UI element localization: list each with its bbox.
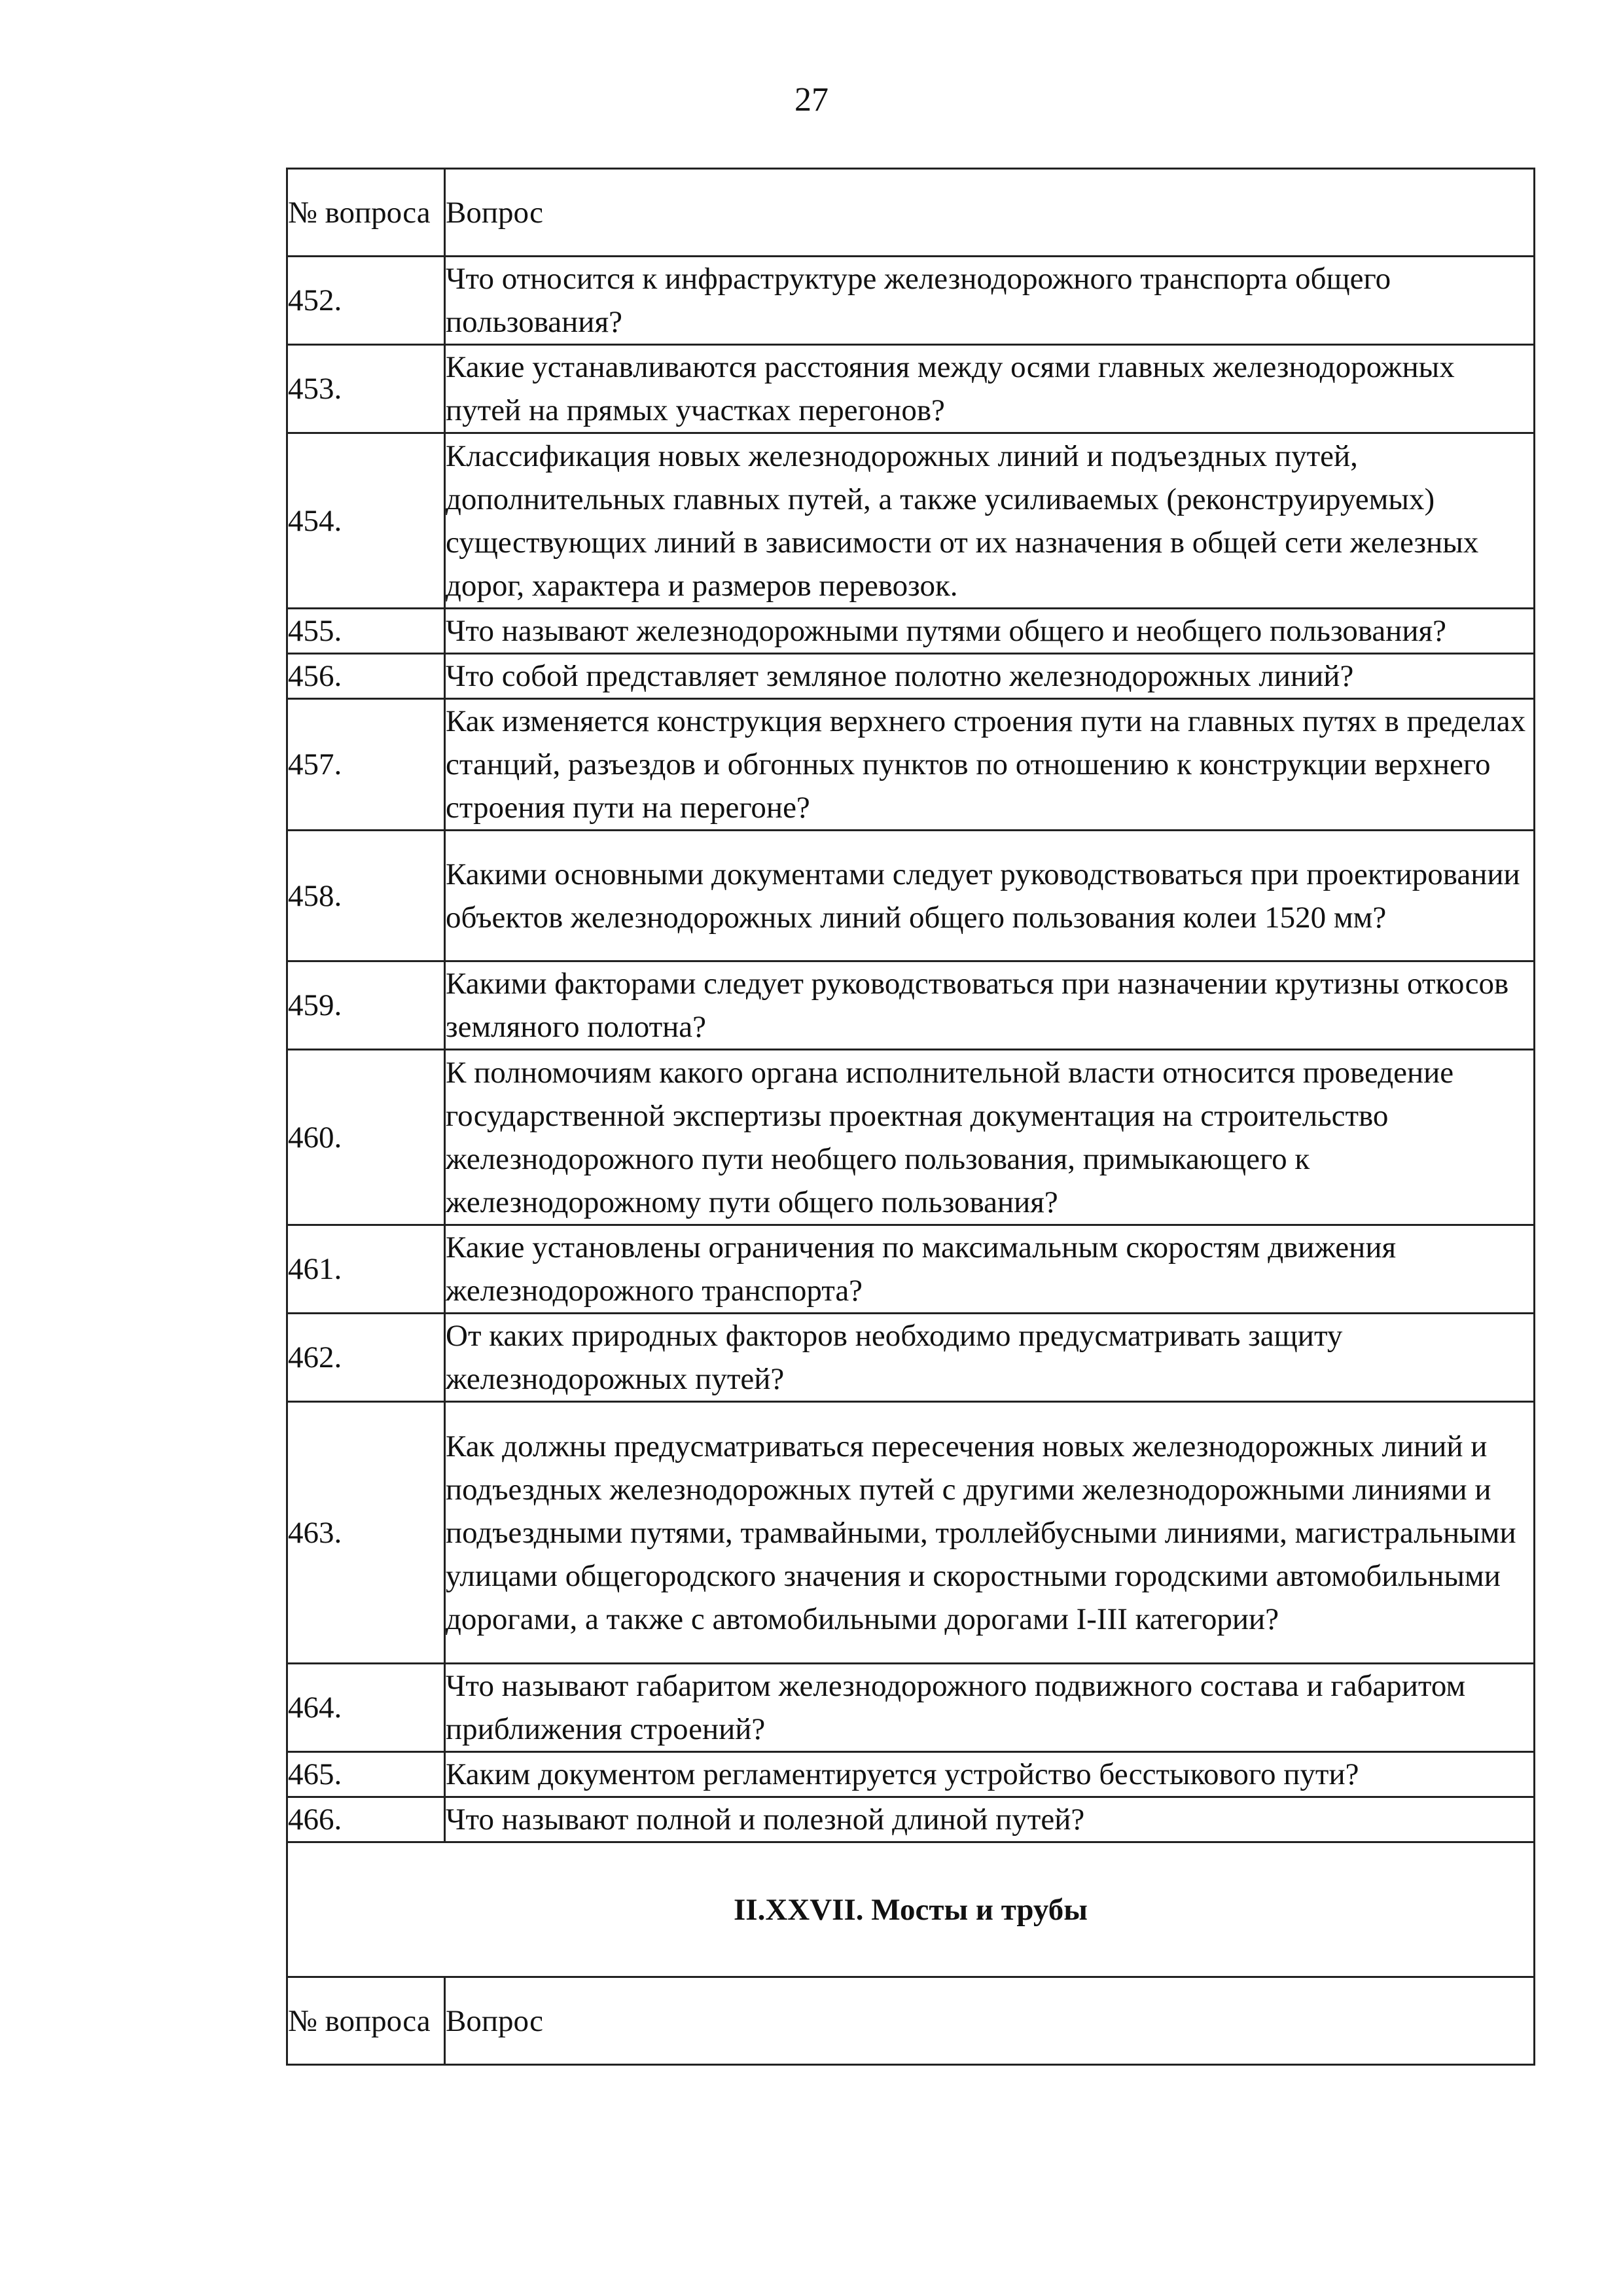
section-header-question-cell: Вопрос xyxy=(445,1977,1535,2065)
question-number: 465. xyxy=(287,1752,445,1797)
question-number: 453. xyxy=(287,345,445,433)
question-number: 458. xyxy=(287,831,445,961)
table-row xyxy=(287,831,1535,961)
question-text: Каким документом регламентируется устройство бесстыкового пути? xyxy=(445,1752,1535,1797)
page-number: 27 xyxy=(794,81,829,118)
question-text: Что собой представляет земляное полотно железнодорожных линий? xyxy=(445,654,1535,699)
question-number: 455. xyxy=(287,609,445,654)
table-row xyxy=(287,433,1535,609)
question-text: Что называют полной и полезной длиной путей? xyxy=(445,1797,1535,1842)
question-text: Какими основными документами следует руководствоваться при проектировании объектов железнодорожных линий общего пользования колеи 1520 мм? xyxy=(445,831,1535,961)
table-row xyxy=(287,699,1535,831)
question-text: Какие установлены ограничения по максимальным скоростям движения железнодорожного транспорта? xyxy=(445,1225,1535,1314)
question-number: 457. xyxy=(287,699,445,831)
question-text: Что называют железнодорожными путями общего и необщего пользования? xyxy=(445,609,1535,654)
question-text: Классификация новых железнодорожных линий и подъездных путей, дополнительных главных путей, а также усиливаемых (реконструируемых) существующих линий в зависимости от их назначения в общей сети железных дорог, характера и размеров перевозок. xyxy=(445,433,1535,609)
table-row xyxy=(287,1752,1535,1797)
table-row xyxy=(287,654,1535,699)
section-title: II.XXVII. Мосты и трубы xyxy=(287,1842,1535,1977)
question-text: Как должны предусматриваться пересечения новых железнодорожных линий и подъездных железнодорожных путей с другими железнодорожными линиями и подъездными путями, трамвайными, троллейбусными линиями, магистральными улицами общегородского значения и скоростными городскими автомобильными дорогами, а также с автомобильными дорогами I-III категории? xyxy=(445,1402,1535,1664)
question-text: Что относится к инфраструктуре железнодорожного транспорта общего пользования? xyxy=(445,257,1535,345)
table-row xyxy=(287,609,1535,654)
question-text: Какими факторами следует руководствоваться при назначении крутизны откосов земляного полотна? xyxy=(445,961,1535,1050)
section-header-num-cell: № вопроса xyxy=(287,1977,445,2065)
question-number: 459. xyxy=(287,961,445,1050)
table-row xyxy=(287,1402,1535,1664)
table-row xyxy=(287,345,1535,433)
section-header-row xyxy=(287,1977,1535,2065)
question-number: 462. xyxy=(287,1314,445,1402)
question-text: Что называют габаритом железнодорожного подвижного состава и габаритом приближения строений? xyxy=(445,1664,1535,1752)
header-question-cell: Вопрос xyxy=(445,169,1535,257)
table-row xyxy=(287,257,1535,345)
question-text: К полномочиям какого органа исполнительной власти относится проведение государственной экспертизы проектная документация на строительство железнодорожного пути необщего пользования, примыкающего к железнодорожному пути общего пользования? xyxy=(445,1050,1535,1225)
question-number: 460. xyxy=(287,1050,445,1225)
question-text: От каких природных факторов необходимо предусматривать защиту железнодорожных путей? xyxy=(445,1314,1535,1402)
section-heading-row xyxy=(287,1842,1535,1977)
table-row xyxy=(287,1225,1535,1314)
table-row xyxy=(287,1050,1535,1225)
table-row xyxy=(287,1797,1535,1842)
question-number: 456. xyxy=(287,654,445,699)
question-number: 463. xyxy=(287,1402,445,1664)
question-text: Как изменяется конструкция верхнего строения пути на главных путях в пределах станций, разъездов и обгонных пунктов по отношению к конструкции верхнего строения пути на перегоне? xyxy=(445,699,1535,831)
table-header-row xyxy=(287,169,1535,257)
question-number: 464. xyxy=(287,1664,445,1752)
table-row xyxy=(287,1314,1535,1402)
question-number: 454. xyxy=(287,433,445,609)
table-row xyxy=(287,1664,1535,1752)
questions-table xyxy=(286,168,1535,2066)
question-number: 452. xyxy=(287,257,445,345)
table-row xyxy=(287,961,1535,1050)
question-number: 466. xyxy=(287,1797,445,1842)
question-text: Какие устанавливаются расстояния между осями главных железнодорожных путей на прямых участках перегонов? xyxy=(445,345,1535,433)
question-number: 461. xyxy=(287,1225,445,1314)
header-num-cell: № вопроса xyxy=(287,169,445,257)
